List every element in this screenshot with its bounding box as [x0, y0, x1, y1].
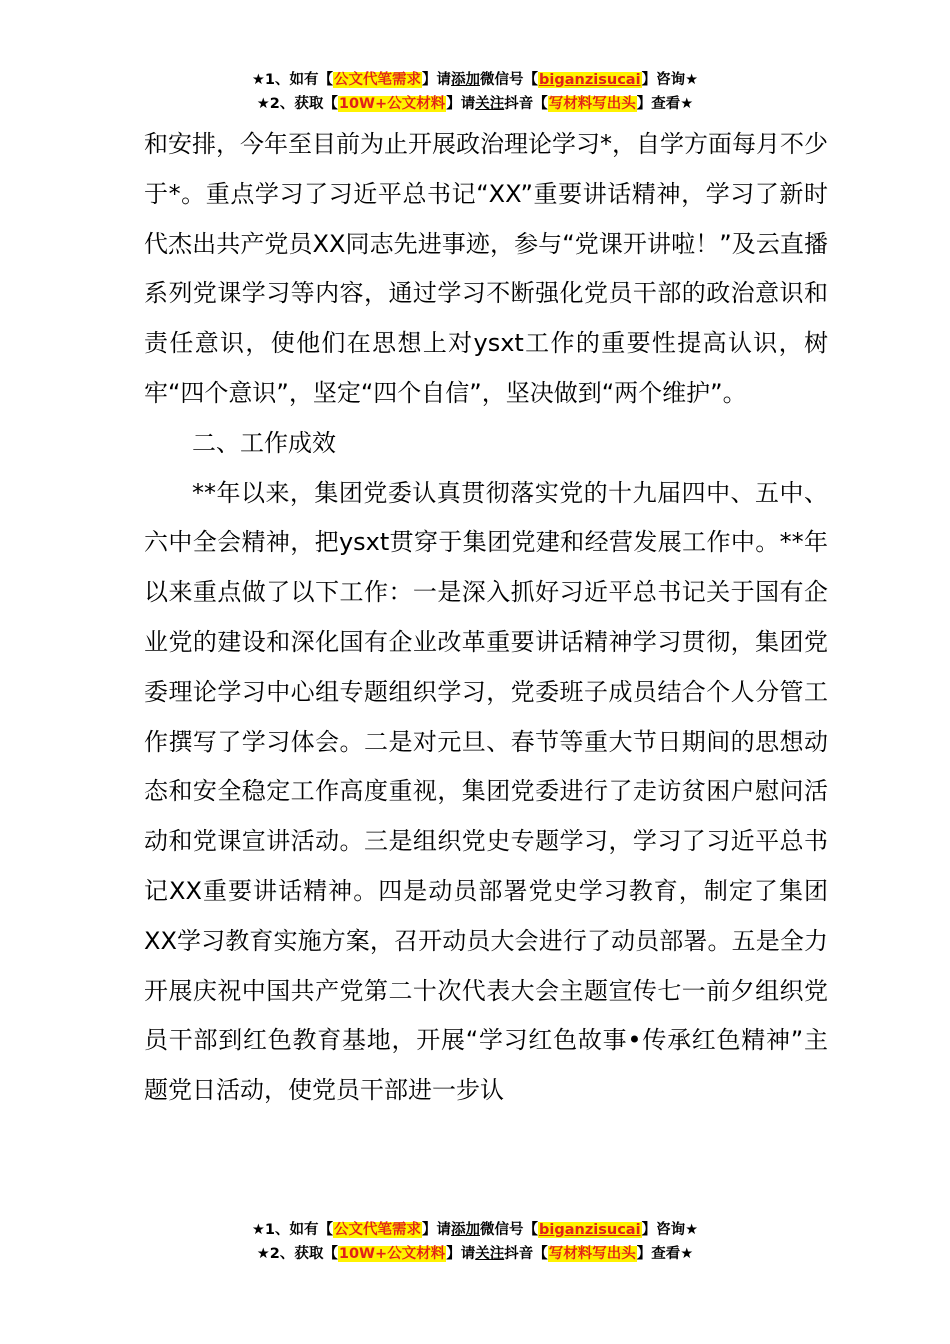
highlight-douyin: 写材料写出头 — [548, 1246, 636, 1262]
banner-line-2 — [0, 1242, 950, 1266]
wechat-id-link[interactable]: biganzisucai — [539, 72, 641, 88]
banner-text: 】请 — [446, 1246, 476, 1262]
banner-text: 】请 — [446, 96, 476, 112]
banner-text: 添加 — [451, 1222, 481, 1238]
banner-text: 抖音【 — [504, 1246, 548, 1262]
highlight-douyin: 写材料写出头 — [548, 96, 636, 112]
banner-text: 】请 — [422, 72, 452, 88]
banner-line-1 — [0, 1218, 950, 1242]
banner-text: 】请 — [422, 1222, 452, 1238]
banner-text: ★1、如有【 — [251, 1222, 334, 1238]
banner-text: 】咨询★ — [641, 72, 699, 88]
wechat-id-link[interactable]: biganzisucai — [539, 1222, 641, 1238]
banner-text: ★2、获取【 — [256, 1246, 338, 1262]
banner-text: 添加 — [451, 72, 481, 88]
paragraph-2: **年以来，集团党委认真贯彻落实党的十九届四中、五中、六中全会精神，把ysxt贯穿于集团党建和经营发展工作中。**年以来重点做了以下工作：一是深入抓好习近平总书记关于国有企业党的建设和深化国有企业改革重要讲话精神学习贯彻，集团党委理论学习中心组专题组织学习，党委班子成员结合个人分管工作撰写了学习体会。二是对元旦、春节等重大节日期间的思想动态和安全稳定工作高度重视，集团党委进行了走访贫困户慰问活动和党课宣讲活动。三是组织党史专题学习，学习了习近平总书记XX重要讲话精神。四是动员部署党史学习教育，制定了集团XX学习教育实施方案，召开动员大会进行了动员部署。五是全力开展庆祝中国共产党第二十次代表大会主题宣传七一前夕组织党员干部到红色教育基地，开展“学习红色故事•传承红色精神”主题党日活动，使党员干部进一步认 — [144, 478, 828, 1105]
banner-text: ★2、获取【 — [256, 96, 338, 112]
banner-text: 】咨询★ — [641, 1222, 699, 1238]
section-heading: 二、工作成效 — [192, 428, 336, 457]
banner-line-1 — [0, 68, 950, 92]
banner-text: 关注 — [475, 96, 505, 112]
footer-banner — [0, 1218, 950, 1266]
banner-text: 关注 — [475, 1246, 505, 1262]
banner-line-2 — [0, 92, 950, 116]
document-body — [144, 120, 828, 1116]
banner-text: 微信号【 — [480, 72, 539, 88]
highlight-materials: 10W+公文材料 — [338, 96, 446, 112]
banner-text: ★1、如有【 — [251, 72, 334, 88]
banner-text: 抖音【 — [504, 96, 548, 112]
banner-text: 微信号【 — [480, 1222, 539, 1238]
highlight-ghostwriting: 公文代笔需求 — [334, 72, 422, 88]
paragraph-1: 和安排，今年至目前为止开展政治理论学习*，自学方面每月不少于*。重点学习了习近平总书记“XX”重要讲话精神，学习了新时代杰出共产党员XX同志先进事迹，参与“党课开讲啦！”及云直播系列党课学习等内容，通过学习不断强化党员干部的政治意识和责任意识，使他们在思想上对ysxt工作的重要性提高认识，树牢“四个意识”，坚定“四个自信”，坚决做到“两个维护”。 — [144, 130, 828, 407]
header-banner — [0, 68, 950, 116]
banner-text: 】查看★ — [636, 96, 694, 112]
highlight-ghostwriting: 公文代笔需求 — [334, 1222, 422, 1238]
highlight-materials: 10W+公文材料 — [338, 1246, 446, 1262]
banner-text: 】查看★ — [636, 1246, 694, 1262]
